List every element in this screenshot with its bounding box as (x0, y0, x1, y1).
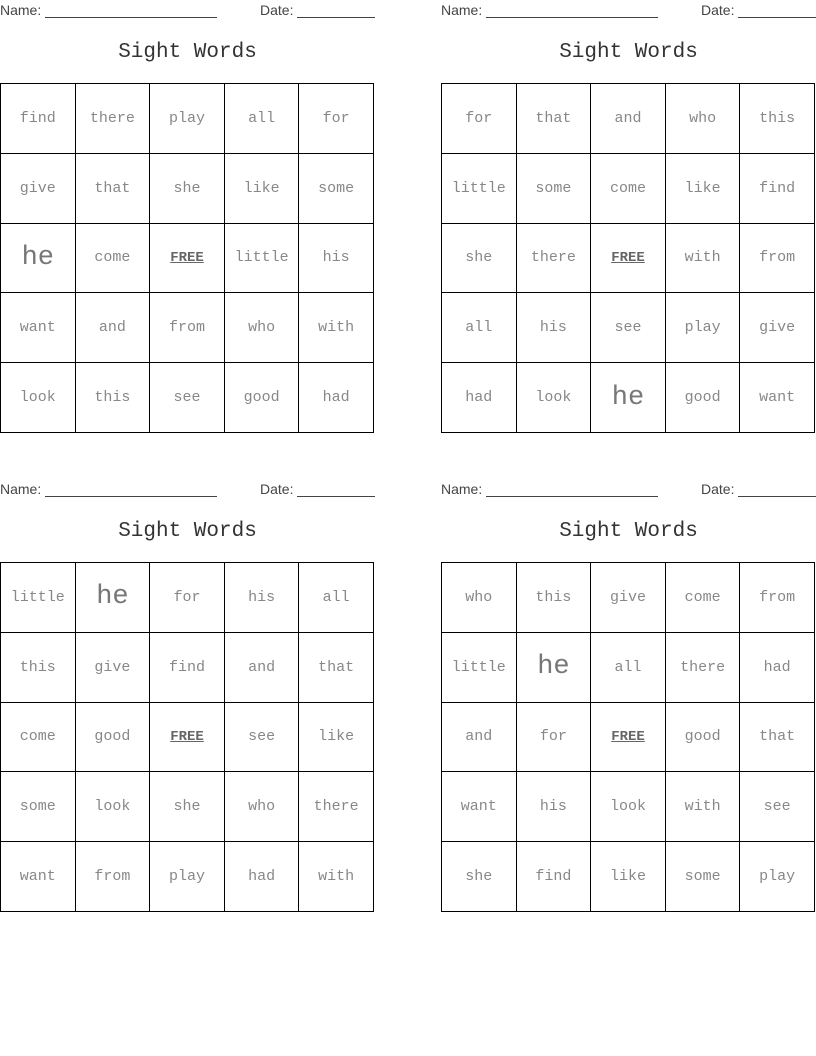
word-cell: she (442, 842, 517, 912)
word-cell: give (740, 293, 815, 363)
word-cell: and (442, 703, 517, 773)
word-cell: come (1, 703, 76, 773)
word-cell: she (150, 772, 225, 842)
word-cell: who (442, 563, 517, 633)
word-cell: that (740, 703, 815, 773)
word-cell: little (442, 633, 517, 703)
word-cell: come (76, 224, 151, 294)
word-cell: find (1, 84, 76, 154)
word-cell: some (517, 154, 592, 224)
word-cell: want (442, 772, 517, 842)
word-cell: all (442, 293, 517, 363)
word-cell: for (442, 84, 517, 154)
card-title: Sight Words (559, 41, 698, 64)
word-cell: he (76, 563, 151, 633)
date-label: Date: (701, 481, 735, 497)
word-cell: like (225, 154, 300, 224)
word-cell: for (299, 84, 374, 154)
word-cell: there (299, 772, 374, 842)
free-space-cell: FREE (591, 224, 666, 294)
word-cell: from (740, 224, 815, 294)
word-cell: like (591, 842, 666, 912)
word-cell: play (666, 293, 741, 363)
word-cell: like (299, 703, 374, 773)
bingo-grid (0, 83, 374, 433)
word-cell: he (591, 363, 666, 433)
card-title: Sight Words (118, 520, 257, 543)
bingo-grid (441, 562, 815, 912)
bingo-card (0, 479, 375, 915)
bingo-grid (0, 562, 374, 912)
word-cell: this (1, 633, 76, 703)
word-cell: give (76, 633, 151, 703)
free-space-cell: FREE (150, 224, 225, 294)
word-cell: and (76, 293, 151, 363)
word-cell: his (225, 563, 300, 633)
word-cell: look (517, 363, 592, 433)
word-cell: had (225, 842, 300, 912)
word-cell: she (150, 154, 225, 224)
date-field[interactable] (297, 496, 375, 497)
date-field[interactable] (738, 496, 816, 497)
word-cell: had (740, 633, 815, 703)
word-cell: with (299, 293, 374, 363)
word-cell: little (1, 563, 76, 633)
card-header (0, 481, 375, 499)
word-cell: this (76, 363, 151, 433)
word-cell: had (442, 363, 517, 433)
bingo-card (0, 0, 375, 436)
name-field[interactable] (45, 496, 217, 497)
word-cell: for (517, 703, 592, 773)
word-cell: play (150, 842, 225, 912)
word-cell: from (76, 842, 151, 912)
word-cell: look (591, 772, 666, 842)
word-cell: see (591, 293, 666, 363)
word-cell: that (76, 154, 151, 224)
word-cell: had (299, 363, 374, 433)
word-cell: play (740, 842, 815, 912)
word-cell: his (517, 772, 592, 842)
word-cell: give (591, 563, 666, 633)
word-cell: good (76, 703, 151, 773)
word-cell: find (517, 842, 592, 912)
date-label: Date: (701, 2, 735, 18)
word-cell: and (225, 633, 300, 703)
word-cell: this (740, 84, 815, 154)
word-cell: good (225, 363, 300, 433)
free-space-cell: FREE (150, 703, 225, 773)
word-cell: all (591, 633, 666, 703)
word-cell: for (150, 563, 225, 633)
word-cell: look (76, 772, 151, 842)
word-cell: look (1, 363, 76, 433)
word-cell: from (740, 563, 815, 633)
word-cell: little (225, 224, 300, 294)
word-cell: come (591, 154, 666, 224)
name-label: Name: (0, 2, 42, 18)
word-cell: that (299, 633, 374, 703)
word-cell: all (299, 563, 374, 633)
bingo-card (441, 0, 816, 436)
word-cell: and (591, 84, 666, 154)
word-cell: with (666, 772, 741, 842)
word-cell: see (740, 772, 815, 842)
card-header (441, 2, 816, 20)
word-cell: this (517, 563, 592, 633)
word-cell: that (517, 84, 592, 154)
word-cell: good (666, 363, 741, 433)
word-cell: there (666, 633, 741, 703)
word-cell: there (517, 224, 592, 294)
bingo-card (441, 479, 816, 915)
word-cell: like (666, 154, 741, 224)
date-field[interactable] (297, 17, 375, 18)
word-cell: want (740, 363, 815, 433)
word-cell: see (150, 363, 225, 433)
word-cell: from (150, 293, 225, 363)
word-cell: he (1, 224, 76, 294)
word-cell: find (150, 633, 225, 703)
card-title: Sight Words (118, 41, 257, 64)
word-cell: with (666, 224, 741, 294)
word-cell: some (666, 842, 741, 912)
name-field[interactable] (486, 496, 658, 497)
name-field[interactable] (45, 17, 217, 18)
word-cell: find (740, 154, 815, 224)
free-space-cell: FREE (591, 703, 666, 773)
card-header (441, 481, 816, 499)
word-cell: she (442, 224, 517, 294)
word-cell: who (225, 772, 300, 842)
word-cell: want (1, 842, 76, 912)
word-cell: come (666, 563, 741, 633)
word-cell: there (76, 84, 151, 154)
name-field[interactable] (486, 17, 658, 18)
word-cell: all (225, 84, 300, 154)
word-cell: who (666, 84, 741, 154)
name-label: Name: (0, 481, 42, 497)
date-field[interactable] (738, 17, 816, 18)
bingo-grid (441, 83, 815, 433)
word-cell: his (299, 224, 374, 294)
date-label: Date: (260, 2, 294, 18)
word-cell: play (150, 84, 225, 154)
word-cell: who (225, 293, 300, 363)
word-cell: some (299, 154, 374, 224)
word-cell: some (1, 772, 76, 842)
word-cell: little (442, 154, 517, 224)
word-cell: give (1, 154, 76, 224)
word-cell: good (666, 703, 741, 773)
card-title: Sight Words (559, 520, 698, 543)
word-cell: want (1, 293, 76, 363)
date-label: Date: (260, 481, 294, 497)
name-label: Name: (441, 481, 483, 497)
word-cell: with (299, 842, 374, 912)
card-header (0, 2, 375, 20)
word-cell: his (517, 293, 592, 363)
word-cell: he (517, 633, 592, 703)
name-label: Name: (441, 2, 483, 18)
word-cell: see (225, 703, 300, 773)
